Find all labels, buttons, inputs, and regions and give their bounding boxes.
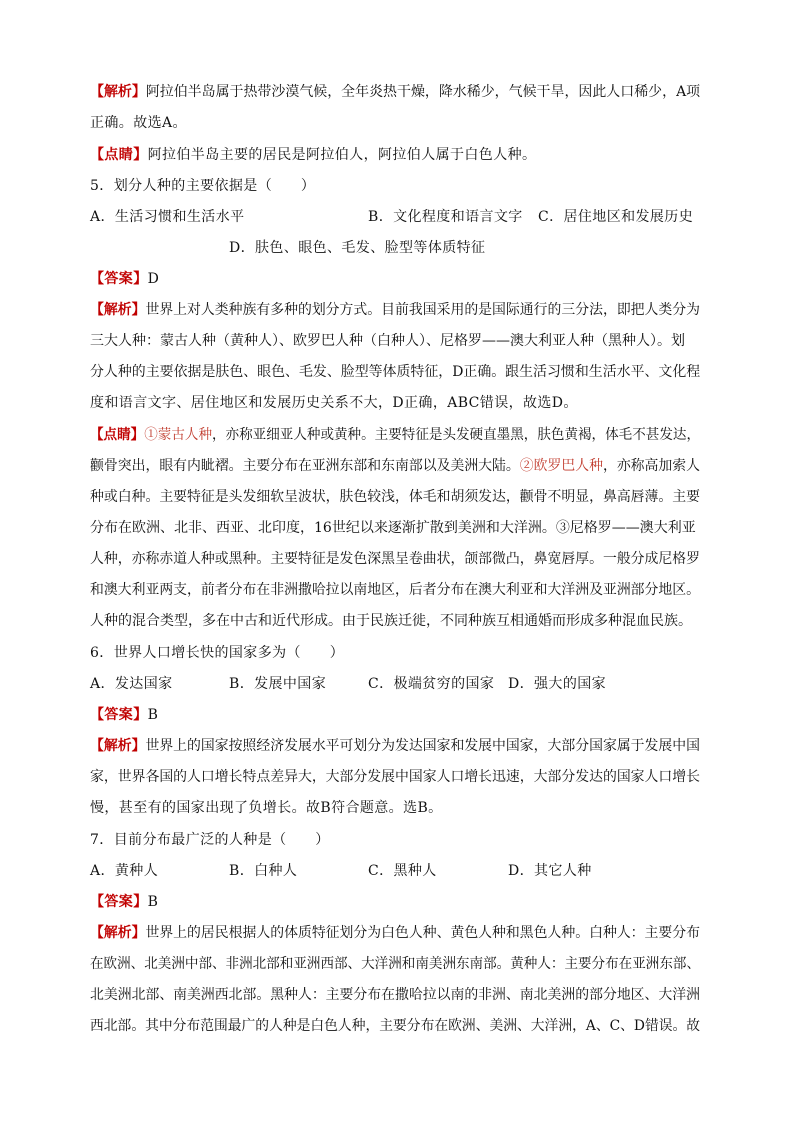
prev-jiexi-text-1: 阿拉伯半岛属于热带沙漠气候，全年炎热干燥，降水稀少，气候干旱，因此人口稀少，A项	[145, 84, 701, 100]
jiexi-tag: 【解析】	[90, 738, 146, 754]
q6-option-c: C．极端贫穷的国家	[368, 676, 495, 692]
q5-dianjing-line-2	[90, 456, 700, 476]
q7-jiexi-text-1: 世界上的居民根据人的体质特征划分为白色人种、黄色人种和黑色人种。白种人：主要分布	[145, 925, 701, 941]
q6-jiexi-line-2: 家，世界各国的人口增长特点差异大，大部分发展中国家人口增长迅速，大部分发达的国家人口增长	[90, 769, 700, 785]
q6-jiexi-line-1	[90, 736, 700, 756]
q5-jiexi-line-1	[90, 300, 700, 320]
q5-dianjing-line-5: 人种，亦称赤道人种或黑种。主要特征是发色深黑呈卷曲状，颌部微凸，鼻宽唇厚。一般分成尼格罗	[90, 551, 700, 567]
q5-dianjing-highlight-1: ①蒙古人种	[144, 427, 212, 443]
answer-tag: 【答案】	[90, 707, 148, 723]
q5-answer: D	[147, 271, 160, 287]
q6-jiexi-line-3: 慢，甚至有的国家出现了负增长。故B符合题意。选B。	[90, 800, 443, 816]
jiexi-tag: 【解析】	[90, 84, 146, 100]
q5-dianjing-text-2: 颧骨突出，眼有内眦褶。主要分布在亚洲东部和东南部以及美洲大陆。	[90, 458, 520, 474]
q7-option-c: C．黑种人	[368, 863, 437, 879]
prev-dianjing-text: 阿拉伯半岛主要的居民是阿拉伯人，阿拉伯人属于白色人种。	[147, 147, 537, 163]
q5-dianjing-line-3: 种或白种。主要特征是头发细软呈波状，肤色较浅，体毛和胡须发达，颧骨不明显，鼻高唇薄。主要	[90, 489, 700, 505]
q5-dianjing-text-1: ，亦称亚细亚人种或黄种。主要特征是头发硬直墨黑，肤色黄褐，体毛不甚发达，	[212, 427, 700, 443]
q6-stem: 6．世界人口增长快的国家多为（ ）	[90, 645, 345, 661]
q7-option-d: D．其它人种	[508, 863, 592, 879]
answer-tag: 【答案】	[90, 271, 148, 287]
q5-dianjing-line-7: 人种的混合类型，多在中古和近代形成。由于民族迁徙，不同种族互相通婚而形成多种混血民族。	[90, 613, 692, 629]
q6-answer: B	[147, 707, 159, 723]
q5-option-c: C．居住地区和发展历史	[538, 209, 694, 225]
q7-jiexi-line-2: 在欧洲、北美洲中部、非洲北部和亚洲西部、大洋洲和南美洲东南部。黄种人：主要分布在亚洲东部、	[90, 956, 700, 972]
answer-tag: 【答案】	[90, 894, 148, 910]
q5-jiexi-line-3: 分人种的主要依据是肤色、眼色、毛发、脸型等体质特征，D正确。跟生活习惯和生活水平、文化程	[90, 364, 701, 380]
q7-stem: 7．目前分布最广泛的人种是（ ）	[90, 832, 330, 848]
q5-option-d: D．肤色、眼色、毛发、脸型等体质特征	[229, 240, 486, 256]
q5-option-a: A．生活习惯和生活水平	[90, 209, 245, 225]
q5-jiexi-line-2: 三大人种：蒙古人种（黄种人）、欧罗巴人种（白种人）、尼格罗——澳大利亚人种（黑种人）。划	[90, 333, 685, 349]
q5-dianjing-line-1	[90, 425, 700, 445]
prev-jiexi-line-1	[90, 82, 700, 102]
q7-jiexi-line-1	[90, 923, 700, 943]
q7-jiexi-line-4: 西北部。其中分布范围最广的人种是白色人种，主要分布在欧洲、美洲、大洋洲，A、C、D错误。故	[90, 1018, 701, 1034]
prev-dianjing-line	[90, 145, 536, 165]
q6-option-a: A．发达国家	[90, 676, 173, 692]
q6-answer-line	[90, 705, 158, 725]
q5-stem: 5．划分人种的主要依据是（ ）	[90, 178, 316, 194]
q5-dianjing-line-4: 分布在欧洲、北非、西亚、北印度，16世纪以来逐渐扩散到美洲和大洋洲。③尼格罗——澳大利亚	[90, 520, 696, 536]
q6-jiexi-text-1: 世界上的国家按照经济发展水平可划分为发达国家和发展中国家，大部分国家属于发展中国	[145, 738, 701, 754]
prev-jiexi-line-2: 正确。故选A。	[90, 115, 187, 131]
q7-option-a: A．黄种人	[90, 863, 159, 879]
q6-option-d: D．强大的国家	[508, 676, 607, 692]
q7-option-b: B．白种人	[229, 863, 298, 879]
q5-option-b: B．文化程度和语言文字	[368, 209, 523, 225]
dianjing-tag: 【点睛】	[90, 147, 148, 163]
q5-answer-line	[90, 269, 159, 289]
jiexi-tag: 【解析】	[90, 925, 146, 941]
q6-option-b: B．发展中国家	[229, 676, 327, 692]
q7-jiexi-line-3: 北美洲北部、南美洲西北部。黑种人：主要分布在撒哈拉以南的非洲、南北美洲的部分地区、大洋洲	[90, 987, 700, 1003]
q5-dianjing-text-2b: ，亦称高加索人	[602, 458, 700, 474]
q7-answer: B	[147, 894, 159, 910]
q5-dianjing-highlight-2: ②欧罗巴人种	[519, 458, 603, 474]
jiexi-tag: 【解析】	[90, 302, 146, 318]
q5-jiexi-line-4: 度和语言文字、居住地区和发展历史关系不大，D正确，ABC错误，故选D。	[90, 395, 578, 411]
q7-answer-line	[90, 892, 158, 912]
q5-jiexi-text-1: 世界上对人类种族有多种的划分方式。目前我国采用的是国际通行的三分法，即把人类分为	[145, 302, 701, 318]
q5-dianjing-line-6: 和澳大利亚两支，前者分布在非洲撒哈拉以南地区，后者分布在澳大利亚和大洋洲及亚洲部分地区。	[90, 582, 700, 598]
dianjing-tag: 【点睛】	[90, 427, 145, 443]
